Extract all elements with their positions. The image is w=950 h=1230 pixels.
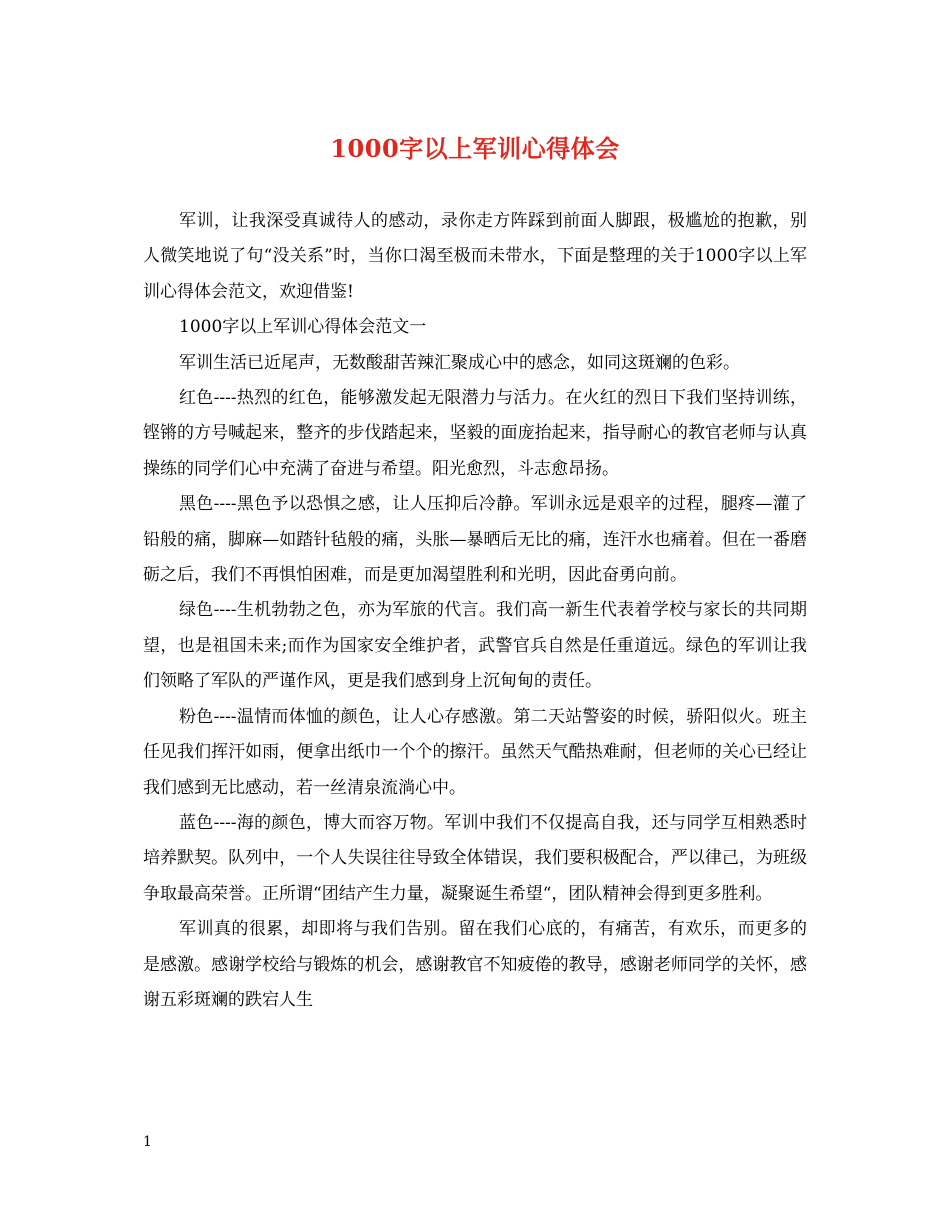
paragraph-green: 绿色----生机勃勃之色，亦为军旅的代言。我们高一新生代表着学校与家长的共同期望，也是祖国未来;而作为国家安全维护者，武警官兵自然是任重道远。绿色的军训让我们领略了军队的严谨作风，更是我们感到身上沉甸甸的责任。 [143,600,807,692]
paragraph-black: 黑色----黑色予以恐惧之感，让人压抑后冷静。军训永远是艰辛的过程，腿疼—灌了铅般的痛，脚麻—如踏针毡般的痛，头胀—暴晒后无比的痛，连汗水也痛着。但在一番磨砺之后，我们不再惧怕困难，而是更加渴望胜利和光明，因此奋勇向前。 [143,494,807,586]
paragraph-opening: 军训生活已近尾声，无数酸甜苦辣汇聚成心中的感念，如同这斑斓的色彩。 [179,352,740,373]
page-number: 1 [143,1134,152,1150]
paragraph-closing: 军训真的很累，却即将与我们告别。留在我们心底的，有痛苦，有欢乐，而更多的是感激。感谢学校给与锻炼的机会，感谢教官不知疲倦的教导，感谢老师同学的关怀，感谢五彩斑斓的跌宕人生 [143,919,807,1010]
paragraph-subheading: 1000字以上军训心得体会范文一 [179,317,427,338]
paragraph-pink: 粉色----温情而体恤的颜色，让人心存感激。第二天站警姿的时候，骄阳似火。班主任见我们挥汗如雨，便拿出纸巾一个个的擦汗。虽然天气酷热难耐，但老师的关心已经让我们感到无比感动，若一丝清泉流淌心中。 [143,706,807,798]
paragraph-red: 红色----热烈的红色，能够激发起无限潜力与活力。在火红的烈日下我们坚持训练，铿锵的方号喊起来，整齐的步伐踏起来，坚毅的面庞抬起来，指导耐心的教官老师与认真操练的同学们心中充满了奋进与希望。阳光愈烈，斗志愈昂扬。 [143,388,807,479]
paragraph-intro: 军训，让我深受真诚待人的感动，录你走方阵踩到前面人脚跟，极尴尬的抱歉，别人微笑地说了句“没关系”时，当你口渴至极而未带水，下面是整理的关于1000字以上军训心得体会范文，欢迎借鉴! [143,211,807,302]
page-title: 1000字以上军训心得体会 [330,134,620,163]
paragraph-blue: 蓝色----海的颜色，博大而容万物。军训中我们不仅提高自我，还与同学互相熟悉时培养默契。队列中，一个人失误往往导致全体错误，我们要积极配合，严以律己，为班级争取最高荣誉。正所谓“团结产生力量，凝聚诞生希望“，团队精神会得到更多胜利。 [143,812,807,904]
document-body [143,204,807,1018]
